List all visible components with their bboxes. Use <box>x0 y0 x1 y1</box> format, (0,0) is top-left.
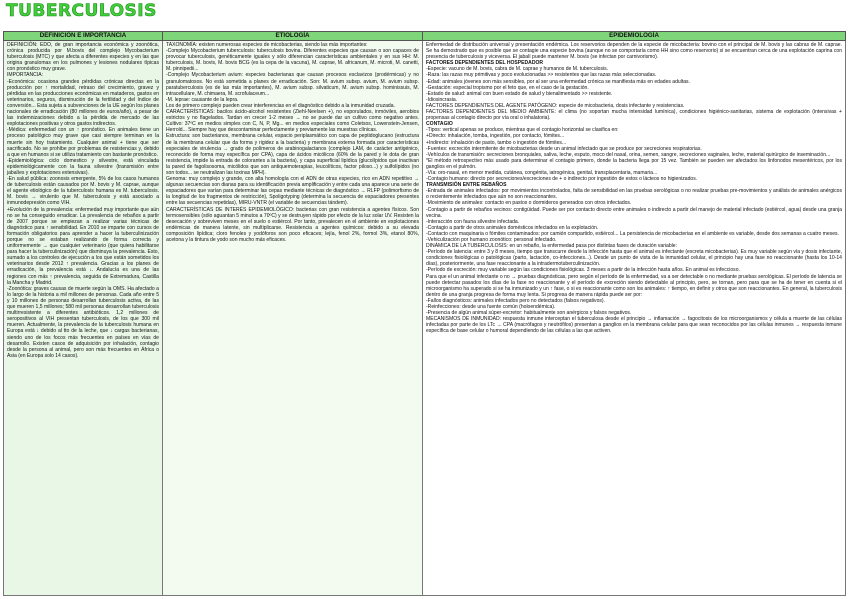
col3-paragraph: -Vehiculización por humano zoonótico: personal infectado. <box>426 237 557 243</box>
page-title: TUBERCULOSIS <box>6 1 157 21</box>
header-epidemiologia: EPIDEMIOLOGÍA <box>423 32 846 41</box>
col2-paragraph: -M. leprae: causante de la lepra. <box>166 96 239 103</box>
definicion-cell <box>4 41 163 596</box>
col1-paragraph: -Epidemiológica: ciclo domestico y silvestre, está vinculada epidemiológicamente con la fauna silvestre (transmisión entre jabalíes y explotaciones extensivas). <box>7 157 159 176</box>
col2-paragraph: CARACTERÍSTICAS DE INTERÉS EPIDEMIOLÓGICO: bacterias con gran resistencia a agentes físicos. Son termosensibles (sólo aguantan 5 minutos a 70ºC) y se destruyen rápido por efecto de la luz solar UV. Resisten la desecación y sobreviven meses en el suelo o estiércol. Por tanto, prevalecen en el ambiente en explotaciones endémicas de manera latente, sin multiplicarse. Resistencia a agentes químicos: debido a su elevada composición lipídica; cloro fenoles y yodóforos son poco eficaces; lejía, fenol 2%, formol 3%, etanol 80%, acetona y la tintura de yodo son mucho más eficaces. <box>166 206 419 243</box>
col3-paragraph: *El método retrospectivo más usado para determinar el contagio primero, donde la bacteria llega por 15 vez. También se pueden ver afectados los linfonodos mesentéricos, por los ganglios en el pulmón. <box>426 157 842 170</box>
col3-paragraph: -Movimiento de animales: contacto en pastos o dormideros generados con otros infectados. <box>426 200 632 207</box>
col2-paragraph: Estructura: son bacterianos, membrana celular, espacio periplasmático con capa de peptidoglucano (estructura de la membrana celular que da forma y rigidez a la bacteria) y membrana externa formada por características especiales de virulencia → grado de polímeros de arabinogalactanos (complejo LAM, de carácter antigénico, reconocido de forma muy específica por CPA), capa de ácidos micólicos (60% de la pared y le dota de gran resistencia, impide la entrada de colorantes a la bacteria), y capa superficial lipídica (glucolípidos que inactivan la pared de fagolisosoma, micólidos que son antiquemoterapias, leucolíticos, factor piloso...) y sulfolípidos (no son todos... se neutralizan las toxinas MPH). <box>166 133 419 176</box>
col3-paragraph: Enfermedad de distribución universal y presentación endémica. Los reservorios dependen de la especie de micobacteria: bovino con el principal de M. bovis y las cabras de M. caprae. Se ha demostrado que es posible que se contagie una especie bovina (aunque no se comportaría como HH sino como reservorio) si se encuentran cerca de una explotación caprina con presencia de tuberculosis y viceversa. El jabalí puede mantener M. bovis (se infectan por carnivorismo). <box>426 42 842 61</box>
col3-paragraph: -Contagio a partir de rebaños vecinos: contigüidad. Puede ser por contacto directo entre animales o indirecto a partir del manejo de material infectado (estiércol, agua) desde una granja vecina. <box>426 206 842 219</box>
col1-paragraph: +Evolución de la prevalencia: enfermedad muy importante que aún no se ha conseguido erradicar. La prevalencia de rebaños a partir de 2007 porque se empiezan a realizar varias técnicas de diagnóstico para ↑ sensibilidad. En 2010 se imparte con cursos de formación obligatorios para aprender a hacer la tuberculinización porque no se estaban realizando de forma correcta y uniformemente → que cualquier veterinario (que quiera habilitarse para hacer la tuberculinización) que disminuya la prevalencia. Esto, sumado a los controles de ejecución a los que están sometidos los veterinarios desde 2012 ↑ prevalencia. Gracias a los planes de erradicación, la prevalencia está ↓. Andalucía es una de las regiones con más ↑ prevalencia, seguida de Extremadura, Castilla la Mancha y Madrid. <box>7 206 159 286</box>
col1-paragraph: -Económica: ocasiona grandes pérdidas crónicas directas en la producción por ↑ mortalidad, retraso del crecimiento, gravez y pérdidas en las producciones económicas en mataderos, gastos en veterinarios, seguros, disminución de la fertilidad y del índice de conversión... Esta sujeta a subvenciones de la UE según los planes nacionales de erradicación (80 millones de euros/año), a pesar de las indemnizaciones debido a la pérdida de mercado de las explotaciones positivas y otros gastos indirectos. <box>7 78 159 128</box>
summary-table <box>3 31 846 596</box>
col1-paragraph: -En salud pública: zoonosis emergente, 5% de los casos humanos de tuberculosis están causados por M. bovis y M. caprae, aunque el agente etiológico de la tuberculosis humana es M. tuberculosis. M. bovis → virulento que M. tuberculosis y está asociado a inmunodepresión como VIH. <box>7 176 159 207</box>
col3-paragraph: Para que el un animal infectante o no → pruebas diagnósticas, pero según el período de la enfermedad, va a ser detectable o no mediante pruebas serológicas. El período de latencia se puede detectar pasados los días de la fase no reaccionante y el período de excreción siendo detectable al principio, pero, se tornan, pero para que se ha de tener en cuenta si el microorganismo ha superado si se ha inmunizado y un ↑ fase, o si es reaccionante como son los animales: ↑ tiempo, en definir y otros que son reaccionantes. En general, la tuberculosis dentro de una granja progresa de forma muy lenta. Si progresa de manera rápida puede ser por: <box>426 273 842 298</box>
header-definicion: DEFINICIÓN E IMPORTANCIA <box>4 32 163 41</box>
col3-paragraph: +Directo: inhalación, tomba, ingestión, por contacto, fómites... <box>426 133 565 140</box>
col3-paragraph: -Gestación: especial tropismo por el feto que, en el caso de la gestación. <box>426 84 589 91</box>
col3-paragraph: -Período de excreción: muy variable según las condiciones fisiológicas. 3 meses a partir de la infección hasta años. En animal es infeccioso. <box>426 267 740 274</box>
col1-paragraph: DEFINICIÓN: EDO, de gran importancia económica y zoonótica, crónica producida por M.bovis del complejo Mycobacterium tuberculosis (MTC) y que afecta a diferentes especies y en las que origina granulomas en los pulmones y lesiones nodulares típicas con pronóstico muy grave. <box>7 42 159 73</box>
col3-paragraph: -Presencia de algún animal súper-excretor: habitualmente son anérgicos y falsos negativos. <box>426 310 632 317</box>
table-row <box>4 41 846 596</box>
col2-paragraph: Los de primero complejo pueden crear interferencias en el diagnóstico debido a la inmunidad cruzada. <box>166 102 395 109</box>
table-header-row <box>4 32 846 41</box>
col3-paragraph: -Raza: las razas muy primitivas y poco evolucionadas >> resistentes que las razas más seleccionadas. <box>426 72 657 79</box>
epidemiologia-cell <box>423 41 846 596</box>
col3-paragraph: -Estado de salud: animal con buen estado de salud y bienalimentado >> resistente. <box>426 90 613 97</box>
col2-paragraph: -Complejo Mycobacterium avium: especies bacterianas que causan procesos esclavizos (prodérmicas) y no granulomatosos. No está sometida a planes de erradicación. Son: M. avium subsp. avium, M. avium subsp. paratuberculosis (es de las más importantes), M. avium subsp. silvaticum, M. avium subsp. hominissuis, M. intracellulare, M. chimaera, M. scrofulaceum... <box>166 72 419 97</box>
col3-paragraph: -Edad: animales jóvenes son más sensibles, por al ser una enfermedad crónica se manifiesta más en edades adultas. <box>426 78 690 85</box>
col3-paragraph: -Vía: oro-nasal, en menor medida, cutánea, congénita, iatrogénica, genital, transplacentaria, mamaria... <box>426 169 658 176</box>
col1-paragraph: -Zoonótica: graves causas de muerte según la OMS. Ha afectado a lo largo de la historia a mil millones de personas. Cada año entre 5 y 10 millones de personas desarrollan tuberculosis activa, de las que mueren 1,5 millones; 580 mil personas desarrollan tuberculosis multirresistente a diferentes antibióticos. 1,2 millones de seropositivos al VIH presentan tuberculosis, de los que 300 mil mueren. Actualmente, la prevalencia de la tuberculosis humana en Europa está ↓ debido al tto de la leche, que ↓ cargas bacterianas, siendo uno de los focos más frecuentes en países en vías de desarrollo. Existen casos de adquisición por inhalación, contagio desde la persona al animal, pero son más frecuentes en África o Asia (en Europa solo 14 casos). <box>7 285 159 359</box>
col3-paragraph: -Tipos: vertical apenas se produce, mientras que el contagio horizontal se clasifica en: <box>426 127 619 134</box>
col2-paragraph: -Complejo Mycobacterium tuberculosis: tuberculosis bovina. Diferentes especies que causan o son capaces de provocar tuberculosis, genéticamente iguales y sólo diferencian características ambientales y en sus HH: M. tuberculosis, M. bovis, M. bovis BCG (es la cepa de la vacuna), M. caprae, M. africanum, M. microti, M. canetti, M. pinnipedii... <box>166 48 419 73</box>
col3-paragraph: TRANSMISIÓN ENTRE REBAÑOS <box>426 182 507 189</box>
col1-paragraph: IMPORTANCIA: <box>7 72 43 79</box>
col3-paragraph: FACTORES DEPENDIENTES DEL AGENTE PATÓGENO: especie de micobacteria, dosis infectante y resistencias. <box>426 102 685 109</box>
col3-paragraph: FACTORES DEPENDIENTES DEL MEDIO AMBIENTE: el clima (no soportan mucha intensidad lumínica), condiciones higiénico-sanitarias, sistema de explotación (intensivas + propensas al contagio directo por vía oral o inhalatoria). <box>426 109 842 122</box>
col3-paragraph: -Período de latencia: entre 3 y 8 meses, tiempo que transcurre desde la infección hasta que el animal es infectante (excreta micobacterias). Es muy variable según vía y dosis infectante, condiciones fisiológicas o patológicas (parto, lactación, co-infecciones...). Desde un punto de vista de la inmunidad celular, el principio hay una fase no reaccionante (hasta los 10-14 días), posteriormente, una fase reaccionante a la intradermotuberculinización. <box>426 249 842 268</box>
col3-paragraph: -Entrada de animales infectados: por movimientos incontrolados, falta de sensibilidad en las pruebas serológicas o no realizar pruebas pre-movimientos y análisis de animales anérgicos o recientemente infectados que aún no son reaccionantes. <box>426 188 842 201</box>
col3-paragraph: -Especie: vacuno de M. bovis, cabra de M. caprae y humanos de M. tuberculosis. <box>426 66 609 73</box>
col3-paragraph: -Contagio a partir de otros animales domésticos infectados en la explotación. <box>426 224 599 231</box>
col3-paragraph: -Idiosincrasia. <box>426 96 458 103</box>
col3-paragraph: -Fuentes: excreción intermitente de micobacterias desde un animal infectado que se produce por secreciones respiratorias. <box>426 145 702 152</box>
col2-paragraph: Genoma: muy complejo y grande, con alta homología con el ADN de otras especies, rico en ADN repetitivo → algunas secuencias son dianas para su identificación previa amplificación y entre cada una aparece una serie de espaciadores que varían para determinar las cepas mediante técnicas de diagnóstico → RLFP (polimorfismo de la longitud de los fragmentos de restricción), Spoligotyping (determina la secuencia de espaciadores presentes entre las secuencias repetidas), MIRU-VNTR (el variable de secuencias tándem). <box>166 176 419 207</box>
col2-paragraph: CARACTERÍSTICAS: bacilos ácido-alcohol resistentes (Ziehl-Neelsen +), no esporulados, inmóviles, aerobios estrictos y no flagelados. Tardan en crecer 1-2 meses → no se puede dar un cultivo como negativo antes. Cultivo: 37ºC en medios simples con C, N, P, Mg... en medios especiales como Coletsos, Lowenstein-Jensen, Herrold... Siempre hay que descontaminar perfectamente y previamente las muestras clínicas. <box>166 109 419 134</box>
col3-paragraph: -Interacción con fauna silvestre infectada. <box>426 218 520 225</box>
etiologia-cell <box>163 41 423 596</box>
col3-paragraph: +Indirecto: inhalación de pasto, tambo o ingestión de fómites... <box>426 139 567 146</box>
col1-paragraph: -Médica: enfermedad con un ↑ pronóstico. En animales tiene un proceso patológico muy grave que casi siempre terminan en la muerte sin hoy tratamiento. Cualquier animal + tiene que ser sacrificado. No se prohíbe por problemas de resistencias y, debido a que en humanos si se utiliza tratamiento con bastante pronóstico. <box>7 127 159 158</box>
col3-paragraph: -Fallos diagnósticos: animales infectados pero no detectados (falsos negativos). <box>426 297 605 304</box>
col2-paragraph: TAXONOMÍA: existen numerosas especies de micobacterias, siendo las más importantes: <box>166 42 368 48</box>
col3-paragraph: MECANISMOS DE INMUNIDAD: respuesta inmune interceptan el tuberculosa desde el principio → inflamación → fagocitosis de los microorganismos y célula a muerte de las células infectadas por parte de los LTc → CPA (macrófagos y neutrófilos) presentan a ganglios en la membrana celular para que sean reconocidos por las células inmunes → respuesta inmune específica de base celular o humoral dependiendo de las células a las que activen. <box>426 316 842 335</box>
col3-paragraph: DINÁMICA DE LA TUBERCULOSIS: en un rebaño, la enfermedad pasa por distintas fases de duración variable: <box>426 243 677 250</box>
col3-paragraph: -Contacto con maquinaria o fómites contaminados: por camión compartido, estiércol... La persistencia de micobacterias en el ambiente es variable, desde dos semanas a cuatro meses. <box>426 230 839 237</box>
col3-paragraph: -Vehículos de transmisión: secreciones bronquiales, saliva, leche, esputo, moco del nasal, orina, semen, sangre, secreciones vaginales, leche, material quirúrgico de inseminación... <box>426 151 831 158</box>
col3-paragraph: -Reinfecciones: desde una fuente común (holoendémica). <box>426 304 556 311</box>
col3-paragraph: -Contagio humano: directo por secreciones/excreciones de + o indirecto por ingestión de estos o lácteos no higienizados. <box>426 176 698 183</box>
col3-paragraph: FACTORES DEPENDIENTES DEL HOSPEDADOR <box>426 60 544 67</box>
header-etiologia: ETIOLOGÍA <box>163 32 423 41</box>
col3-paragraph: CONTAGIO <box>426 121 453 128</box>
